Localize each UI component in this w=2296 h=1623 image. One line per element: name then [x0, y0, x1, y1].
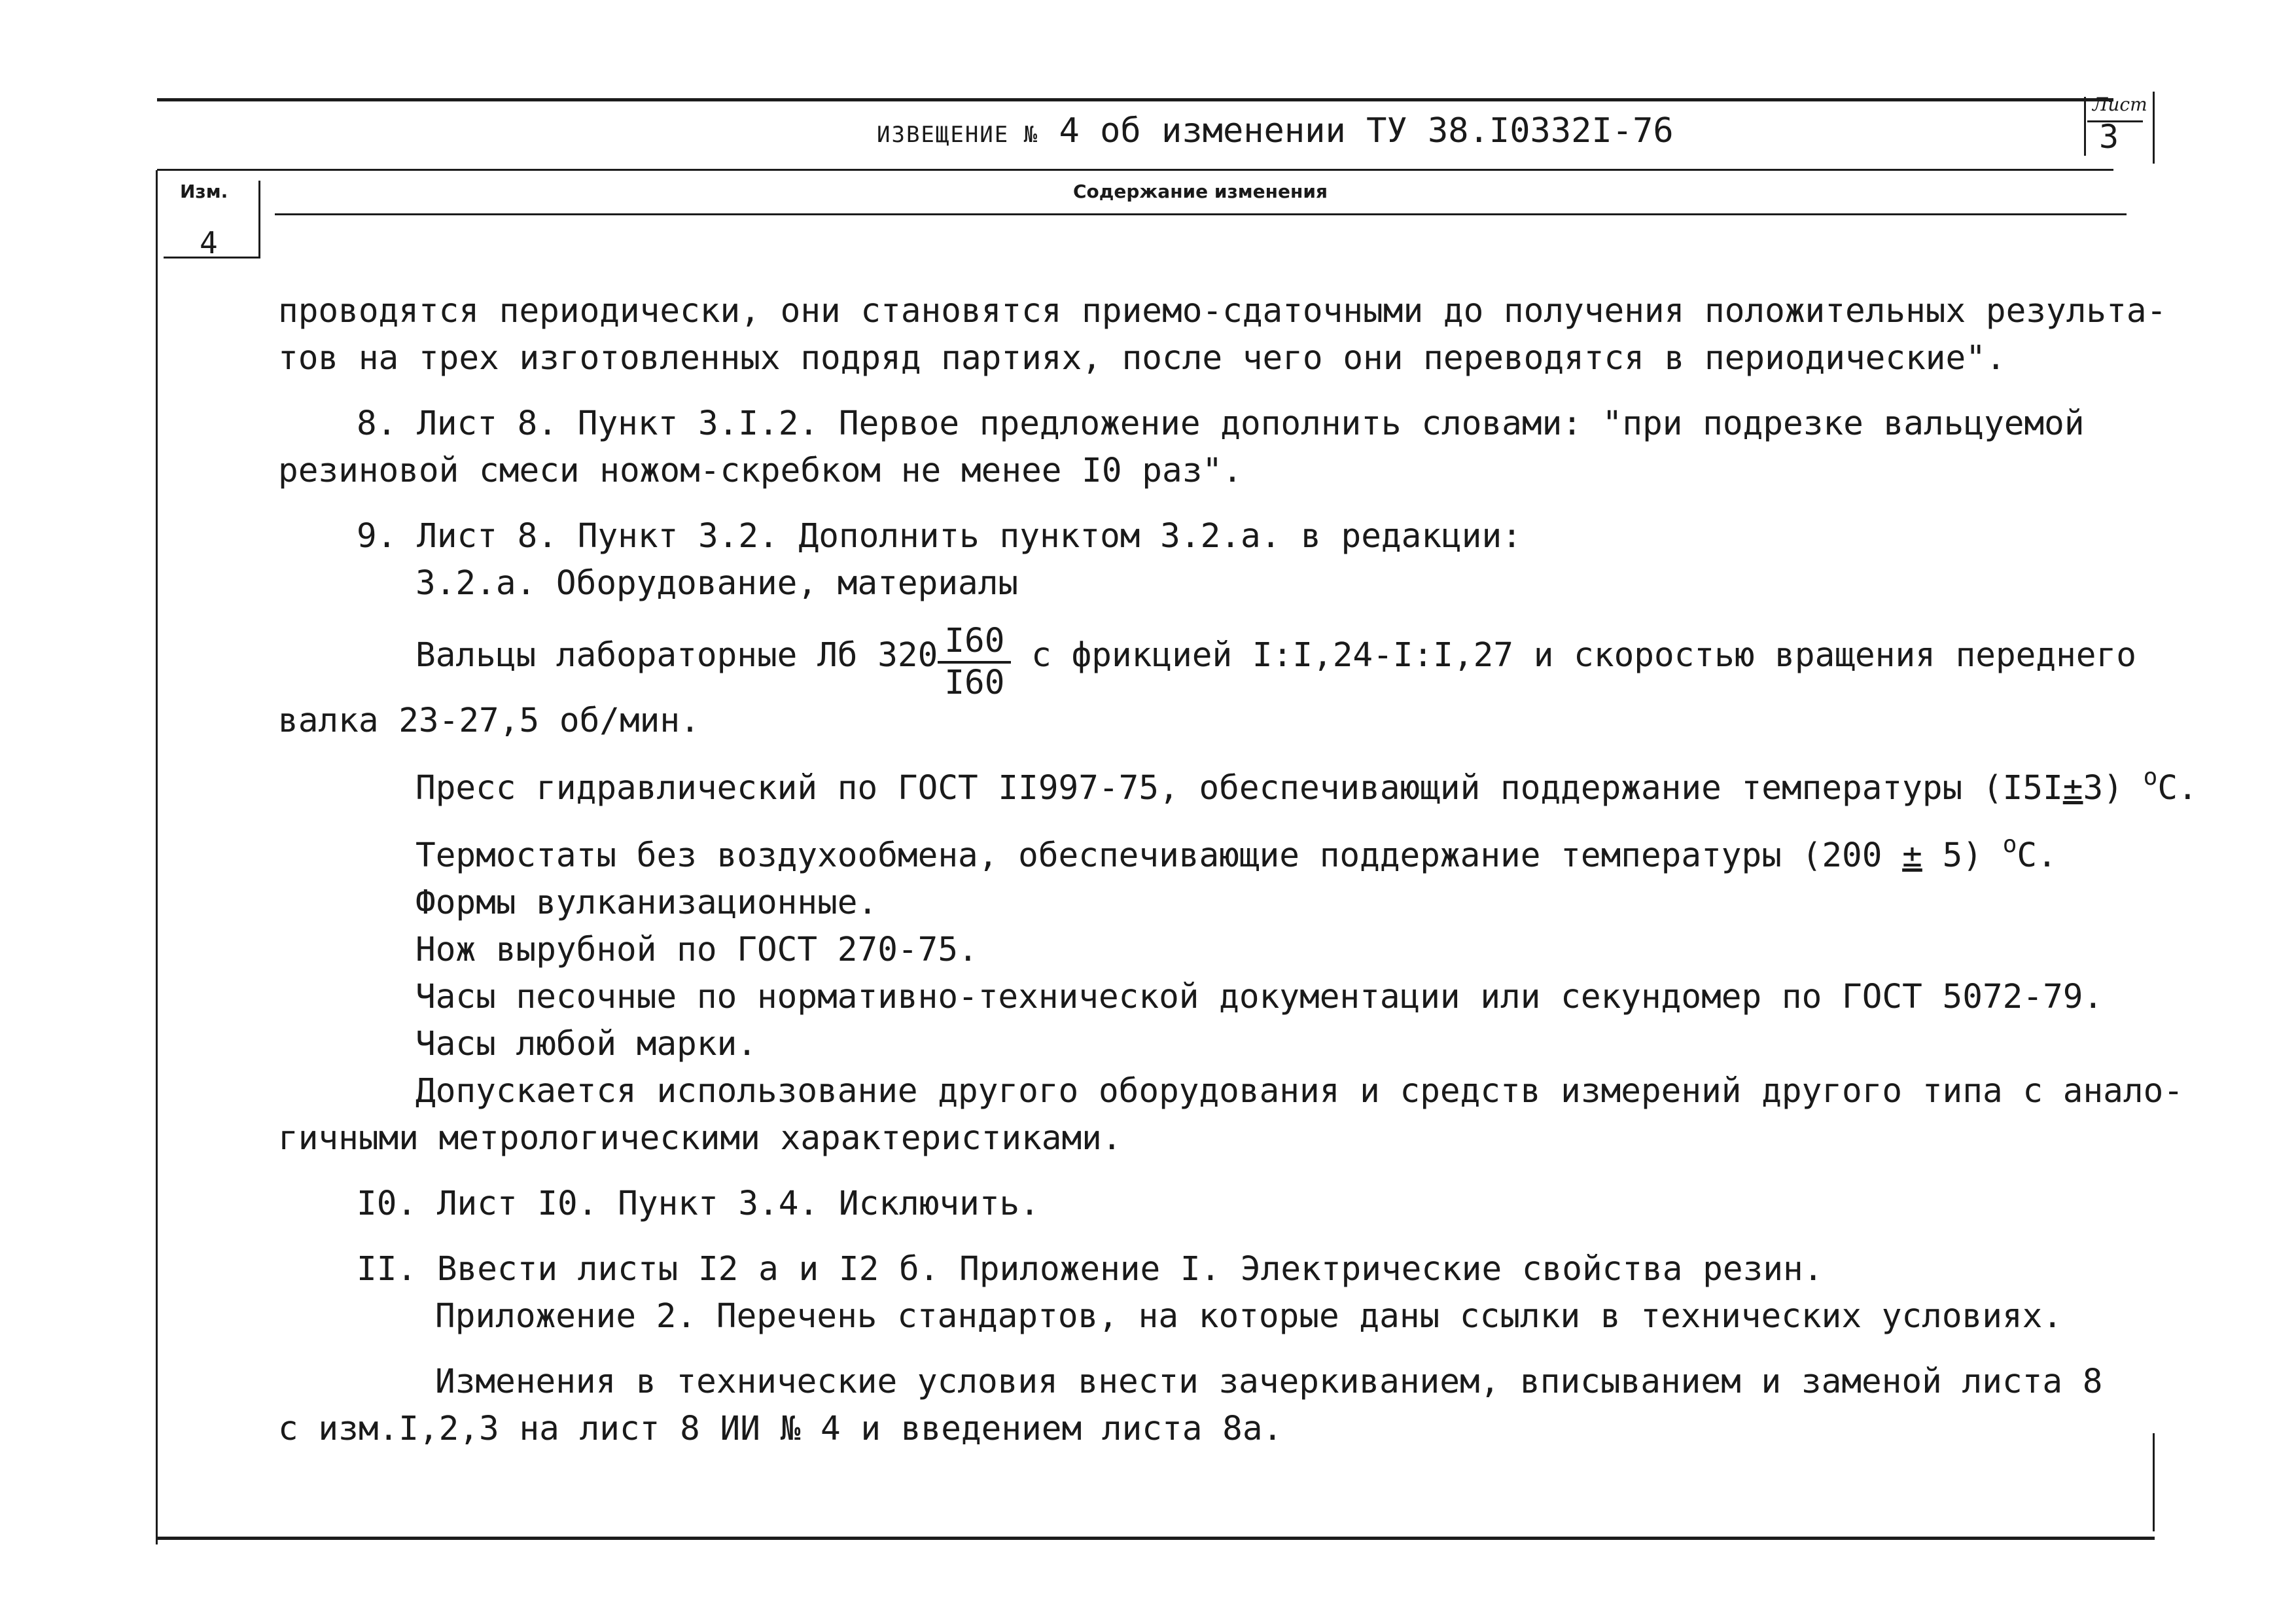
equipment-clock: Часы любой марки.	[415, 1025, 757, 1063]
equipment-hourglass: Часы песочные по нормативно-технической документации или секундомер по ГОСТ 5072-79.	[415, 978, 2104, 1016]
press-text: Пресс гидравлический по ГОСТ II997-75, обеспечивающий поддержание температуры (I5I	[415, 769, 2063, 808]
sheet-number: 3	[2099, 118, 2119, 156]
bottom-border	[157, 1537, 2155, 1540]
sheet-box-left	[2084, 97, 2086, 156]
text-line: проводятся периодически, они становятся приемо-сдаточными до получения положительных результа-	[278, 292, 2167, 330]
left-border	[156, 170, 158, 1544]
press-text-cont: 3)	[2083, 769, 2144, 808]
item-8: 8. Лист 8. Пункт 3.I.2. Первое предложение дополнить словами: "при подрезке вальцуемой	[357, 404, 2085, 443]
equipment-press	[278, 754, 2198, 812]
top-border	[157, 98, 2113, 101]
plus-minus: ±	[2062, 769, 2083, 808]
section-heading: 3.2.а. Оборудование, материалы	[415, 564, 1019, 603]
change-content	[278, 288, 2198, 1453]
text-line: с изм.I,2,3 на лист 8 ИИ № 4 и введением листа 8а.	[278, 1410, 1283, 1448]
degree-sign: о	[2143, 764, 2158, 791]
thermostat-text-cont: 5)	[1922, 836, 2003, 875]
press-unit: С.	[2157, 769, 2198, 808]
equipment-knife: Нож вырубной по ГОСТ 270-75.	[415, 931, 978, 969]
text-line: тов на трех изготовленных подряд партиях, после чего они переводятся в периодические".	[278, 339, 2006, 378]
item-10: I0. Лист I0. Пункт 3.4. Исключить.	[357, 1185, 1040, 1223]
item-11: II. Ввести листы I2 а и I2 б. Приложение I. Электрические свойства резин.	[357, 1250, 1824, 1289]
title-lead: ИЗВЕЩЕНИЕ №	[877, 122, 1039, 148]
rolls-text: Вальцы лабораторные Лб 320	[415, 636, 938, 675]
equipment-forms: Формы вулканизационные.	[415, 883, 878, 922]
degree-sign: о	[2002, 831, 2017, 858]
text-line: валка 23-27,5 об/мин.	[278, 702, 700, 740]
sheet-label: Лист	[2093, 94, 2147, 115]
allowance-text: Допускается использование другого оборудования и средств измерений другого типа с анало-	[415, 1072, 2184, 1111]
equipment-rolls	[278, 616, 2136, 702]
thermostat-text: Термостаты без воздухообмена, обеспечивающие поддержание температуры (200	[415, 836, 1903, 875]
izm-column-rule	[258, 181, 260, 258]
fraction-denominator: I60	[944, 664, 1005, 702]
izm-number: 4	[200, 225, 218, 260]
header-divider	[157, 169, 2113, 171]
column-content-label: Содержание изменения	[1073, 181, 1328, 202]
item-9: 9. Лист 8. Пункт 3.2. Дополнить пунктом 3.2.а. в редакции:	[357, 517, 1522, 556]
title-rest: 4 об изменении ТУ 38.I0332I-76	[1059, 111, 1674, 151]
right-border-lower	[2153, 1433, 2155, 1531]
fraction-numerator: I60	[938, 622, 1011, 664]
equipment-thermostats	[278, 821, 2132, 880]
document-title	[877, 111, 1674, 151]
text-line: гичными метрологическими характеристиками.	[278, 1119, 1122, 1158]
right-border	[2153, 92, 2155, 164]
roll-size-fraction	[938, 622, 1011, 703]
final-note: Изменения в технические условия внести зачеркиванием, вписыванием и заменой листа 8	[435, 1363, 2103, 1401]
rolls-text-cont: с фрикцией I:I,24-I:I,27 и скоростью вращения переднего	[1011, 636, 2136, 675]
text-line: резиновой смеси ножом-скребком не менее I0 раз".	[278, 452, 1243, 490]
plus-minus: ±	[1902, 836, 1922, 875]
appendix-2: Приложение 2. Перечень стандартов, на которые даны ссылки в технических условиях.	[435, 1297, 2063, 1336]
column-header-divider	[275, 213, 2127, 215]
column-izm-label: Изм.	[180, 181, 228, 202]
thermostat-unit: С.	[2017, 836, 2057, 875]
